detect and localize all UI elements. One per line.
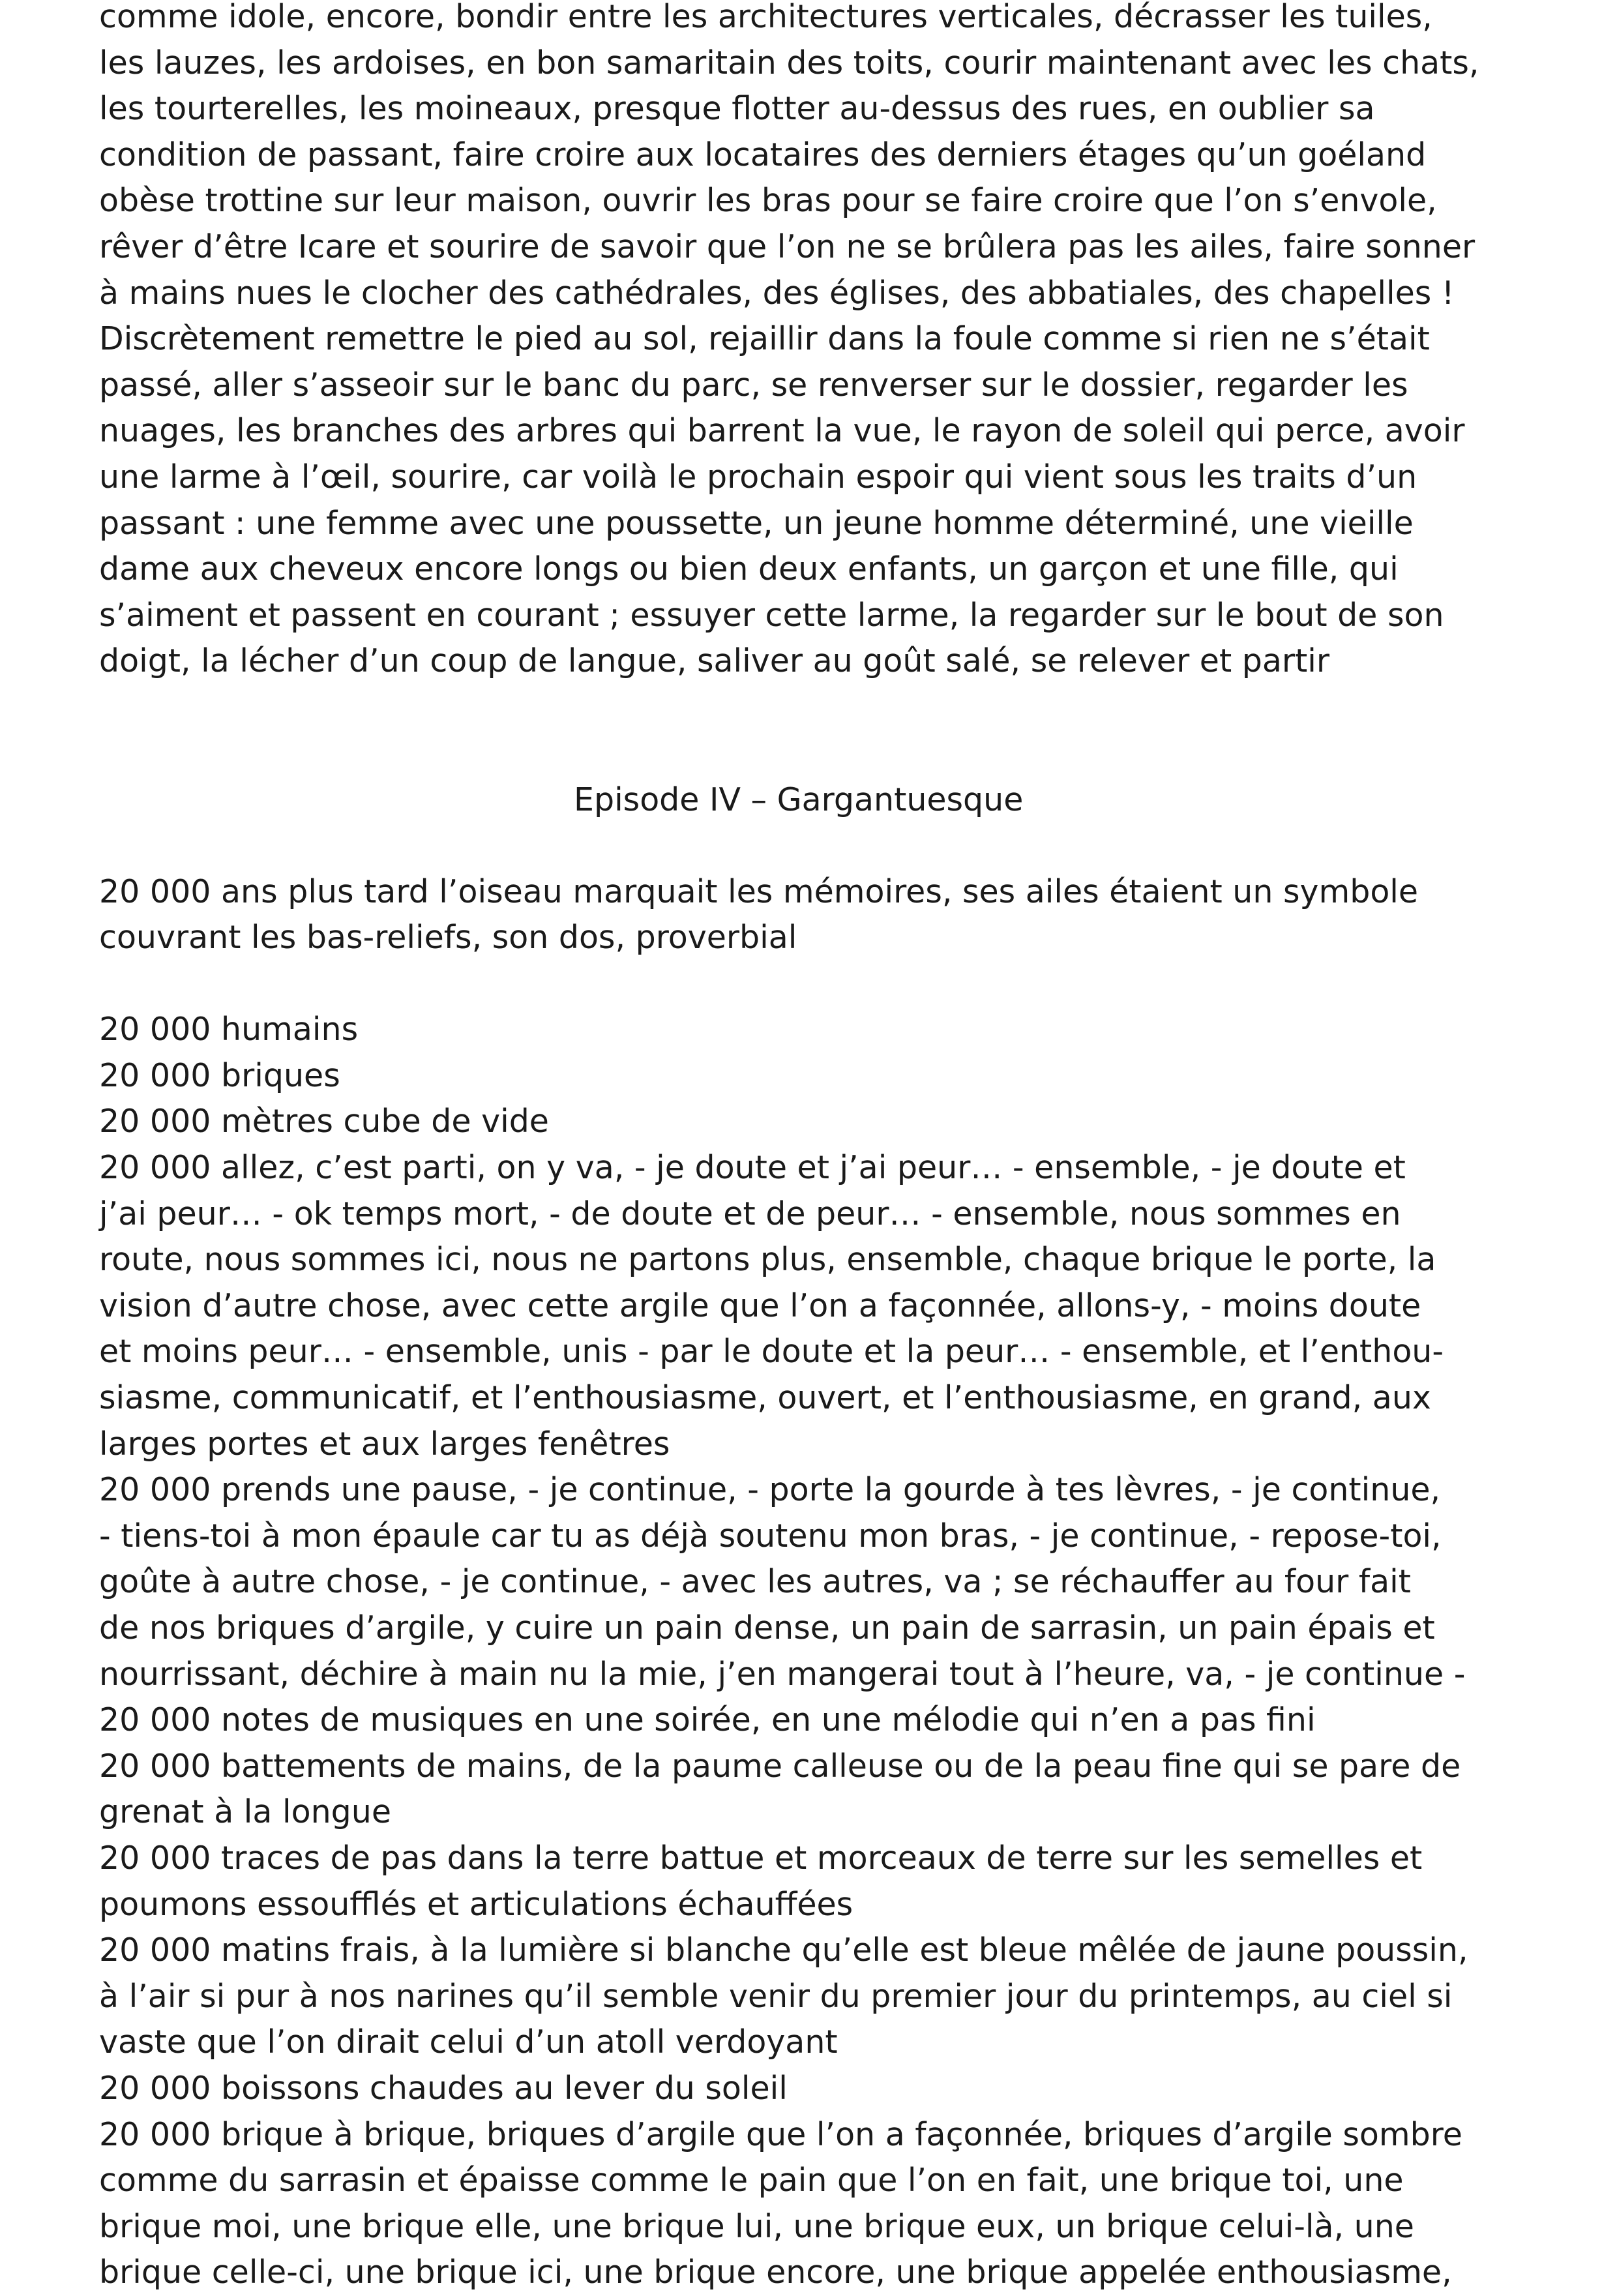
text-line: - tiens-toi à mon épaule car tu as déjà soutenu mon bras, - je continue, - repose-toi, (99, 1517, 1442, 1555)
text-line: 20 000 briques (99, 1056, 340, 1094)
text-line: poumons essoufflés et articulations échauffées (99, 1885, 853, 1923)
paragraph-opening (99, 869, 1534, 961)
text-line: 20 000 matins frais, à la lumière si blanche qu’elle est bleue mêlée de jaune poussin, (99, 1931, 1468, 1969)
text-line: comme du sarrasin et épaisse comme le pain que l’on en fait, une brique toi, une (99, 2162, 1404, 2199)
text-line: brique moi, une brique elle, une brique lui, une brique eux, un brique celui-là, une (99, 2207, 1414, 2245)
text-line: s’aiment et passent en courant ; essuyer cette larme, la regarder sur le bout de son (99, 596, 1444, 634)
text-line: vision d’autre chose, avec cette argile que l’on a façonnée, allons-y, - moins doute (99, 1287, 1421, 1324)
text-line: comme idole, encore, bondir entre les architectures verticales, décrasser les tuiles, (99, 0, 1432, 35)
text-line: grenat à la longue (99, 1793, 391, 1831)
text-line: 20 000 prends une pause, - je continue, - porte la gourde à tes lèvres, - je continue, (99, 1471, 1441, 1509)
text-line: les lauzes, les ardoises, en bon samaritain des toits, courir maintenant avec les chats, (99, 44, 1479, 82)
text-line: passant : une femme avec une poussette, un jeune homme déterminé, une vieille (99, 504, 1414, 542)
text-line: et moins peur… - ensemble, unis - par le doute et la peur… - ensemble, et l’enthou- (99, 1333, 1444, 1371)
text-line: à mains nues le clocher des cathédrales, des églises, des abbatiales, des chapelles ! (99, 274, 1455, 312)
text-line: une larme à l’œil, sourire, car voilà le prochain espoir qui vient sous les traits d’un (99, 458, 1417, 496)
text-line: condition de passant, faire croire aux locataires des derniers étages qu’un goéland (99, 136, 1427, 173)
text-line: 20 000 traces de pas dans la terre battue et morceaux de terre sur les semelles et (99, 1839, 1423, 1877)
text-line: 20 000 brique à brique, briques d’argile que l’on a façonnée, briques d’argile sombre (99, 2115, 1462, 2153)
text-line: vaste que l’on dirait celui d’un atoll verdoyant (99, 2023, 838, 2061)
text-line: goûte à autre chose, - je continue, - avec les autres, va ; se réchauffer au four fait (99, 1563, 1411, 1601)
text-line: route, nous sommes ici, nous ne partons plus, ensemble, chaque brique le porte, la (99, 1241, 1436, 1279)
text-line: 20 000 battements de mains, de la paume calleuse ou de la peau fine qui se pare de (99, 1747, 1461, 1785)
text-line: larges portes et aux larges fenêtres (99, 1425, 670, 1463)
text-line: j’ai peur… - ok temps mort, - de doute et de peur… - ensemble, nous sommes en (99, 1195, 1401, 1232)
text-line: siasme, communicatif, et l’enthousiasme, ouvert, et l’enthousiasme, en grand, aux (99, 1379, 1431, 1417)
text-line: dame aux cheveux encore longs ou bien deux enfants, un garçon et une fille, qui (99, 550, 1399, 588)
text-line: 20 000 boissons chaudes au lever du soleil (99, 2069, 788, 2107)
text-line: Discrètement remettre le pied au sol, rejaillir dans la foule comme si rien ne s’était (99, 320, 1430, 358)
text-line: de nos briques d’argile, y cuire un pain dense, un pain de sarrasin, un pain épais et (99, 1609, 1435, 1647)
text-line: nourrissant, déchire à main nu la mie, j’en mangerai tout à l’heure, va, - je continue - (99, 1655, 1466, 1693)
text-line: 20 000 allez, c’est parti, on y va, - je doute et j’ai peur… - ensemble, - je doute et (99, 1149, 1406, 1187)
text-line: couvrant les bas-reliefs, son dos, proverbial (99, 919, 797, 957)
intro-paragraph (99, 0, 1534, 685)
text-line: nuages, les branches des arbres qui barrent la vue, le rayon de soleil qui perce, avoir (99, 412, 1465, 450)
text-line: 20 000 mètres cube de vide (99, 1103, 549, 1141)
text-line: à l’air si pur à nos narines qu’il semble venir du premier jour du printemps, au ciel si (99, 1977, 1453, 2015)
text-line: doigt, la lécher d’un coup de langue, saliver au goût salé, se relever et partir (99, 642, 1329, 680)
text-line: 20 000 ans plus tard l’oiseau marquait les mémoires, ses ailes étaient un symbole (99, 872, 1419, 910)
text-line: rêver d’être Icare et sourire de savoir que l’on ne se brûlera pas les ailes, faire sonner (99, 228, 1476, 265)
paragraph-list (99, 1007, 1534, 2296)
text-line: brique celle-ci, une brique ici, une brique encore, une brique appelée enthousiasme, (99, 2254, 1452, 2291)
episode-title: Episode IV – Gargantuesque (574, 781, 1024, 818)
text-line: les tourterelles, les moineaux, presque flotter au-dessus des rues, en oublier sa (99, 90, 1375, 128)
text-line: 20 000 humains (99, 1011, 359, 1049)
text-line: passé, aller s’asseoir sur le banc du parc, se renverser sur le dossier, regarder les (99, 366, 1408, 404)
document-page (99, 0, 1534, 2296)
text-line: obèse trottine sur leur maison, ouvrir les bras pour se faire croire que l’on s’envole, (99, 182, 1437, 220)
text-line: 20 000 notes de musiques en une soirée, en une mélodie qui n’en a pas fini (99, 1701, 1316, 1739)
